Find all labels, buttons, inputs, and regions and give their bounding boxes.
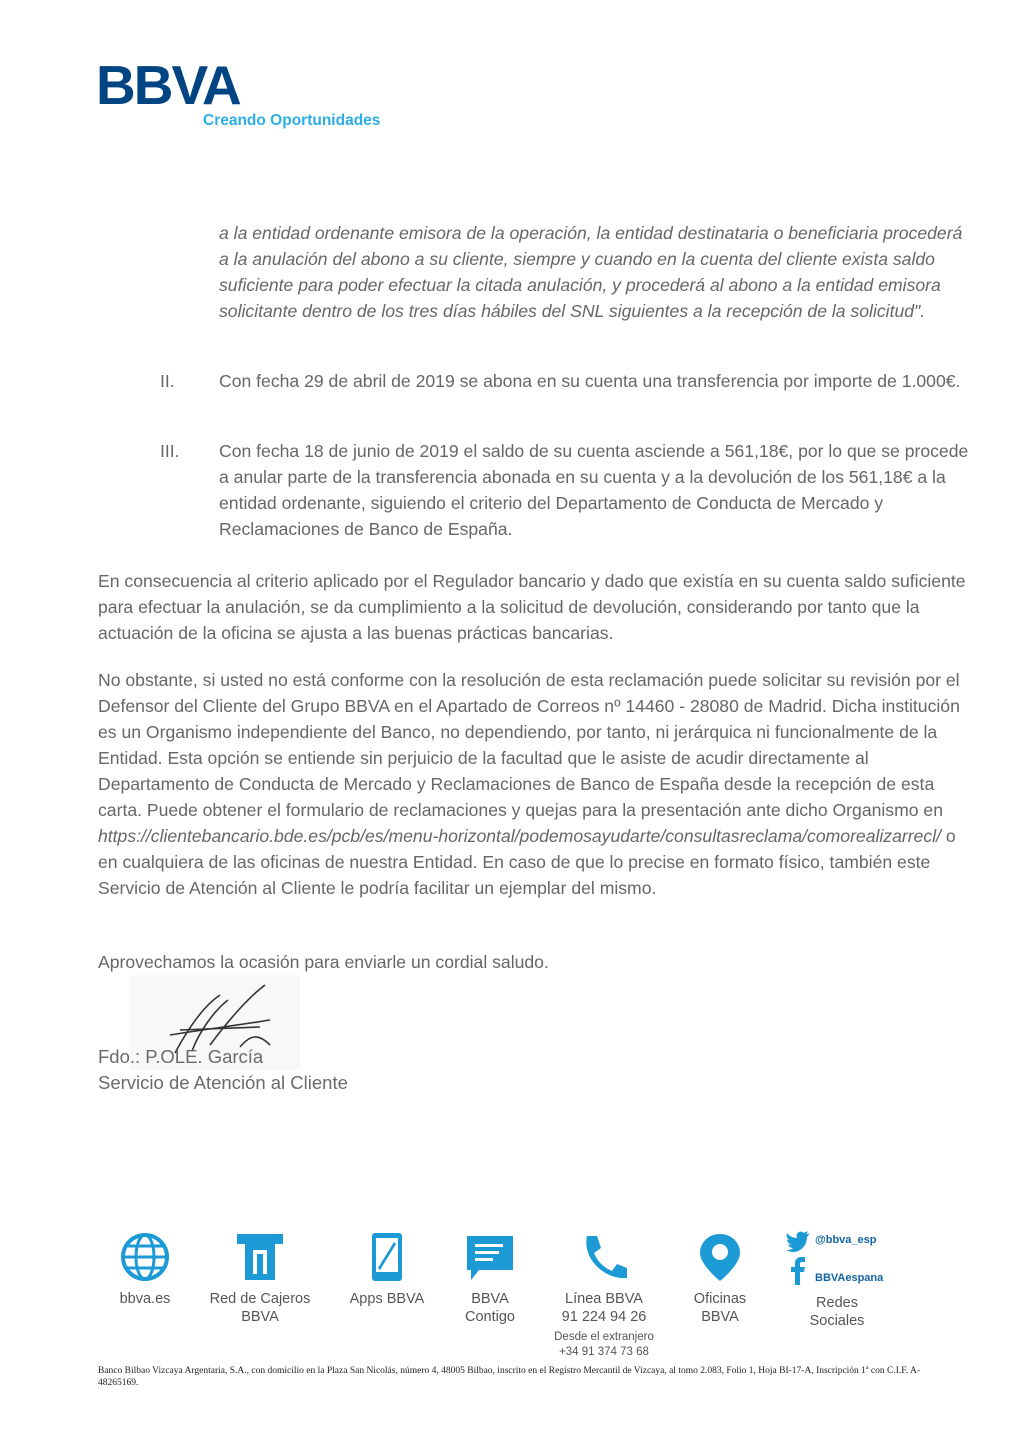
footer-social-label: Sociales: [809, 1313, 865, 1329]
chat-bubble-icon: [465, 1232, 515, 1282]
footer-apps[interactable]: [342, 1232, 432, 1308]
item-text: Con fecha 29 de abril de 2019 se abona en su cuenta una transferencia por importe de 1.000€.: [219, 371, 961, 391]
paragraph-text: o en cualquiera de las oficinas de nuestra Entidad. En caso de que lo precise en formato físico, también este Servicio de Atención al Cliente le podría facilitar un ejemplar del mismo.: [98, 826, 956, 898]
footer-atm-label: Red de Cajeros: [209, 1291, 311, 1307]
twitter-handle[interactable]: @bbva_esp: [815, 1234, 877, 1246]
quoted-text: a la entidad ordenante emisora de la operación, la entidad destinataria o beneficiaria procederá a la anulación del abono a su cliente, siempre y cuando en la cuenta del cliente exista saldo suficiente para poder efectuar la citada anulación, y procederá al abono a la entidad emisora solicitante dentro de los tres días hábiles del SNL siguientes a la recepción de la solicitud".: [219, 223, 963, 321]
phone-icon: [579, 1232, 629, 1282]
tagline: Creando Oportunidades: [203, 112, 381, 129]
legal-notice: Banco Bilbao Vizcaya Argentaria, S.A., con domicilio en la Plaza San Nicolás, número 4, 48005 Bilbao, inscrito en el Registro Mercantil de Vizcaya, al tomo 2.083, Folio 1, Hoja BI-17-A, Inscripción 1ª con C.I.F. A-48265169.: [98, 1366, 921, 1388]
footer-web-label: bbva.es: [119, 1291, 171, 1307]
facebook-handle[interactable]: BBVAespana: [815, 1272, 884, 1284]
paragraph-text: No obstante, si usted no está conforme con la resolución de esta reclamación puede solicitar su revisión por el Defensor del Cliente del Grupo BBVA en el Apartado de Correos nº 14460 - 28080 de Madrid. Dicha institución es un Organismo independiente del Banco, no dependiendo, por tanto, ni jerárquica ni funcionalmente de la Entidad. Esta opción se entiende sin perjuicio de la facultad que le asiste de acudir directamente al Departamento de Conducta de Mercado y Reclamaciones de Banco de España desde la recepción de esta carta. Puede obtener el formulario de reclamaciones y quejas para la presentación ante dicho Organismo en: [98, 670, 960, 820]
footer-contigo[interactable]: [455, 1232, 525, 1326]
footer-social-label: Redes: [816, 1295, 858, 1311]
globe-icon: [120, 1232, 170, 1282]
footer-offices[interactable]: [684, 1232, 756, 1326]
closing-greeting: Aprovechamos la ocasión para enviarle un cordial saludo.: [98, 952, 549, 972]
location-pin-icon: [695, 1232, 745, 1282]
footer-phone-label: Línea BBVA: [565, 1291, 643, 1307]
footer-contigo-label: Contigo: [465, 1309, 515, 1325]
paragraph-review: [98, 667, 970, 901]
claims-form-link[interactable]: https://clientebancario.bde.es/pcb/es/menu-horizontal/podemosayudarte/consultasreclama/comorealizarrecl/: [98, 826, 941, 846]
item-text: Con fecha 18 de junio de 2019 el saldo de su cuenta asciende a 561,18€, por lo que se procede a anular parte de la transferencia abonada en su cuenta y a la devolución de los 561,18€ a la entidad ordenante, siguiendo el criterio del Departamento de Conducta de Mercado y Reclamaciones de Banco de España.: [219, 441, 969, 539]
atm-icon: [235, 1232, 285, 1282]
footer-abroad-number: +34 91 374 73 68: [559, 1346, 649, 1358]
mobile-phone-icon: [362, 1232, 412, 1282]
footer-offices-label: Oficinas: [693, 1291, 747, 1307]
paragraph-consequence: En consecuencia al criterio aplicado por el Regulador bancario y dado que existía en su cuenta saldo suficiente para efectuar la anulación, se da cumplimiento a la solicitud de devolución, considerando por tanto que la actuación de la oficina se ajusta a las buenas prácticas bancarias.: [98, 571, 966, 643]
signature-name: Fdo.: P.OLE. García: [98, 1046, 264, 1067]
footer-offices-label: BBVA: [701, 1309, 739, 1325]
footer-phone[interactable]: [550, 1232, 658, 1360]
footer-apps-label: Apps BBVA: [349, 1291, 425, 1307]
footer-phone-number: 91 224 94 26: [561, 1309, 647, 1325]
footer-social[interactable]: [800, 1294, 874, 1330]
svg-text:BBVA: BBVA: [96, 56, 240, 110]
footer-atm-label: BBVA: [241, 1309, 279, 1325]
item-number: II.: [160, 371, 175, 391]
bbva-logo: [96, 56, 256, 110]
twitter-icon: [785, 1230, 811, 1252]
footer-contigo-label: BBVA: [471, 1291, 509, 1307]
footer-web[interactable]: [110, 1232, 180, 1308]
facebook-icon: [790, 1257, 806, 1285]
signature-department: Servicio de Atención al Cliente: [98, 1072, 348, 1093]
footer-atm[interactable]: [205, 1232, 315, 1326]
footer-abroad-label: Desde el extranjero: [554, 1331, 654, 1343]
item-number: III.: [160, 441, 180, 461]
